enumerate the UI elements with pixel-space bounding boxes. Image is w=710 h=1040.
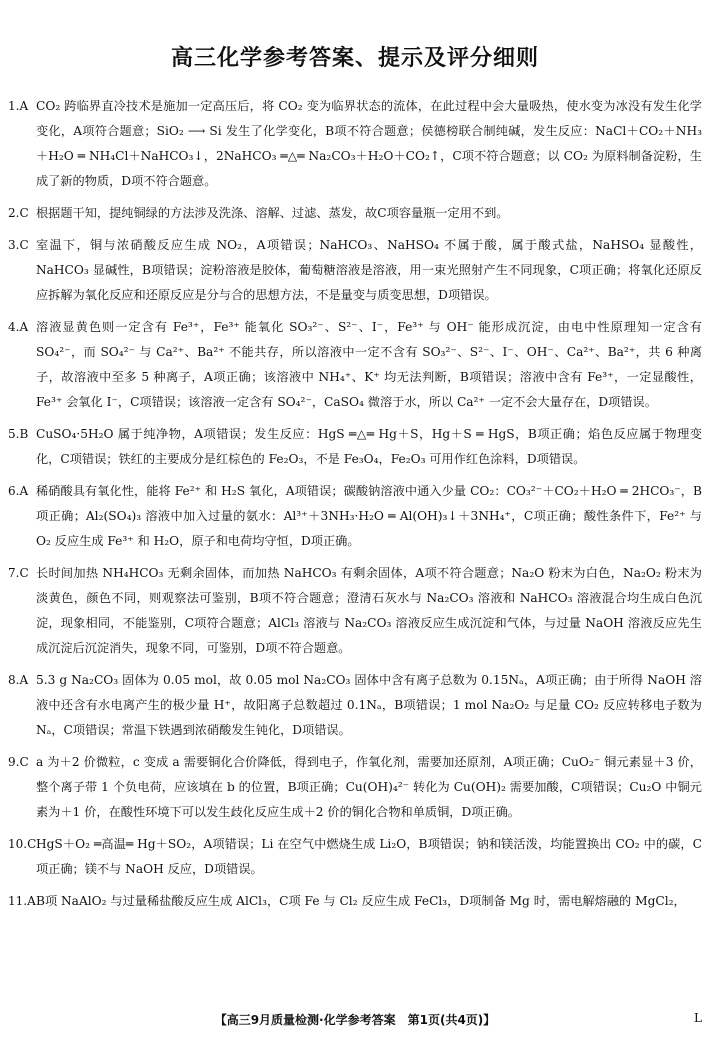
item-number: 7.C <box>8 566 29 580</box>
item-explanation: 根据题干知，提纯铜绿的方法涉及洗涤、溶解、过滤、蒸发，故C项容量瓶一定用不到。 <box>36 206 509 220</box>
item-explanation: 长时间加热 NH₄HCO₃ 无剩余固体，而加热 NaHCO₃ 有剩余固体，A项不符合题意；Na₂O 粉末为白色，Na₂O₂ 粉末为淡黄色，颜色不同，则观察法可鉴别，B项不符合题意；澄清石灰水与 Na₂CO₃ 溶液和 NaHCO₃ 溶液混合均生成白色沉淀，现象相同，不能鉴别，C项符合题意；AlCl₃ 溶液与 Na₂CO₃ 溶液反应生成沉淀和气体，与过量 NaOH 溶液反应先生成沉淀后沉淀消失，现象不同，可鉴别，D项不符合题意。 <box>36 566 702 655</box>
answer-item-10 <box>8 832 702 882</box>
page-footer: 【高三9月质量检测·化学参考答案 第1页(共4页)】 <box>214 1013 496 1027</box>
item-number: 3.C <box>8 238 29 252</box>
page-title: 高三化学参考答案、提示及评分细则 <box>170 46 539 71</box>
answer-item-9 <box>8 750 702 825</box>
answer-item-3 <box>8 233 702 308</box>
item-explanation: 溶液显黄色则一定含有 Fe³⁺，Fe³⁺ 能氧化 SO₃²⁻、S²⁻、I⁻，Fe³⁺ 与 OH⁻ 能形成沉淀，由电中性原理知一定含有 SO₄²⁻，而 SO₄²⁻ 与 Ca²⁺、Ba²⁺ 不能共存，所以溶液中一定不含有 SO₃²⁻、S²⁻、I⁻、OH⁻、Ca²⁺、Ba²⁺，共 6 种离子，故溶液中至多 5 种离子，A项正确；该溶液中 NH₄⁺、K⁺ 均无法判断，B项错误；溶液中含有 Fe³⁺，一定显酸性，Fe³⁺ 会氧化 I⁻，C项错误；该溶液一定含有 SO₄²⁻，CaSO₄ 微溶于水，所以 Ca²⁺ 一定不会大量存在，D项错误。 <box>36 320 702 409</box>
item-explanation: CO₂ 跨临界直冷技术是施加一定高压后，将 CO₂ 变为临界状态的流体，在此过程中会大量吸热，使水变为冰没有发生化学变化，A项符合题意；SiO₂ ⟶ Si 发生了化学变化，B项不符合题意；侯德榜联合制纯碱，发生反应：NaCl＋CO₂＋NH₃＋H₂O ═ NH₄Cl＋NaHCO₃↓，2NaHCO₃ ═△═ Na₂CO₃＋H₂O＋CO₂↑，C项不符合题意；以 CO₂ 为原料制备淀粉，生成了新的物质，D项不符合题意。 <box>36 99 702 188</box>
item-number: 2.C <box>8 206 29 220</box>
item-number: 8.A <box>8 673 29 687</box>
item-explanation: 5.3 g Na₂CO₃ 固体为 0.05 mol，故 0.05 mol Na₂CO₃ 固体中含有离子总数为 0.15Nₐ，A项正确；由于所得 NaOH 溶液中还含有水电离产生的极少量 H⁺，故阳离子总数超过 0.1Nₐ，B项错误；1 mol Na₂O₂ 与足量 CO₂ 反应转移电子数为 Nₐ，C项错误；常温下铁遇到浓硝酸发生钝化，D项错误。 <box>36 673 702 737</box>
answer-item-6 <box>8 479 702 554</box>
item-number: 10.C <box>8 837 37 851</box>
item-number: 6.A <box>8 484 29 498</box>
answer-item-2 <box>8 201 702 226</box>
answer-item-11 <box>8 889 702 914</box>
item-number: 5.B <box>8 427 29 441</box>
item-explanation: HgS＋O₂ ═高温═ Hg＋SO₂，A项错误；Li 在空气中燃烧生成 Li₂O，B项错误；钠和镁活泼，均能置换出 CO₂ 中的碳，C项正确；镁不与 NaOH 反应，D项错误。 <box>36 837 702 876</box>
answer-list <box>8 94 702 921</box>
item-explanation: CuSO₄·5H₂O 属于纯净物，A项错误；发生反应：HgS ═△═ Hg＋S，Hg＋S ═ HgS，B项正确；焰色反应属于物理变化，C项错误；铁红的主要成分是红棕色的 Fe₂O₃，不是 Fe₃O₄，Fe₂O₃ 可用作红色涂料，D项错误。 <box>36 427 702 466</box>
answer-item-5 <box>8 422 702 472</box>
item-explanation: 室温下，铜与浓硝酸反应生成 NO₂，A项错误；NaHCO₃、NaHSO₄ 不属于酸，属于酸式盐，NaHSO₄ 显酸性，NaHCO₃ 显碱性，B项错误；淀粉溶液是胶体，葡萄糖溶液是溶液，用一束光照射产生不同现象，C项正确；将氧化还原反应拆解为氧化反应和还原反应是分与合的思想方法，不是量变与质变思想，D项错误。 <box>36 238 702 302</box>
answer-item-4 <box>8 315 702 415</box>
answer-item-8 <box>8 668 702 743</box>
item-explanation: 稀硝酸具有氧化性，能将 Fe²⁺ 和 H₂S 氧化，A项错误；碳酸钠溶液中通入少量 CO₂：CO₃²⁻＋CO₂＋H₂O ═ 2HCO₃⁻，B项正确；Al₂(SO₄)₃ 溶液中加入过量的氨水：Al³⁺＋3NH₃·H₂O ═ Al(OH)₃↓＋3NH₄⁺，C项正确；酸性条件下，Fe²⁺ 与 O₂ 反应生成 Fe³⁺ 和 H₂O，原子和电荷均守恒，D项正确。 <box>36 484 702 548</box>
item-number: 1.A <box>8 99 29 113</box>
item-explanation: a 为＋2 价微粒，c 变成 a 需要铜化合价降低，得到电子，作氧化剂，需要加还原剂，A项正确；CuO₂⁻ 铜元素显＋3 价，整个离子带 1 个负电荷，应该填在 b 的位置，B项正确；Cu(OH)₄²⁻ 转化为 Cu(OH)₂ 需要加酸，C项错误；Cu₂O 中铜元素为＋1 价，在酸性环境下可以发生歧化反应生成＋2 价的铜化合物和单质铜，D项正确。 <box>36 755 702 819</box>
item-number: 9.C <box>8 755 29 769</box>
answer-item-7 <box>8 561 702 661</box>
item-number: 11.A <box>8 894 36 908</box>
item-explanation: B项 NaAlO₂ 与过量稀盐酸反应生成 AlCl₃，C项 Fe 与 Cl₂ 反应生成 FeCl₃，D项制备 Mg 时，需电解熔融的 MgCl₂， <box>36 894 686 908</box>
item-number: 4.A <box>8 320 29 334</box>
footer-code: L <box>694 1011 702 1025</box>
answer-item-1 <box>8 94 702 194</box>
